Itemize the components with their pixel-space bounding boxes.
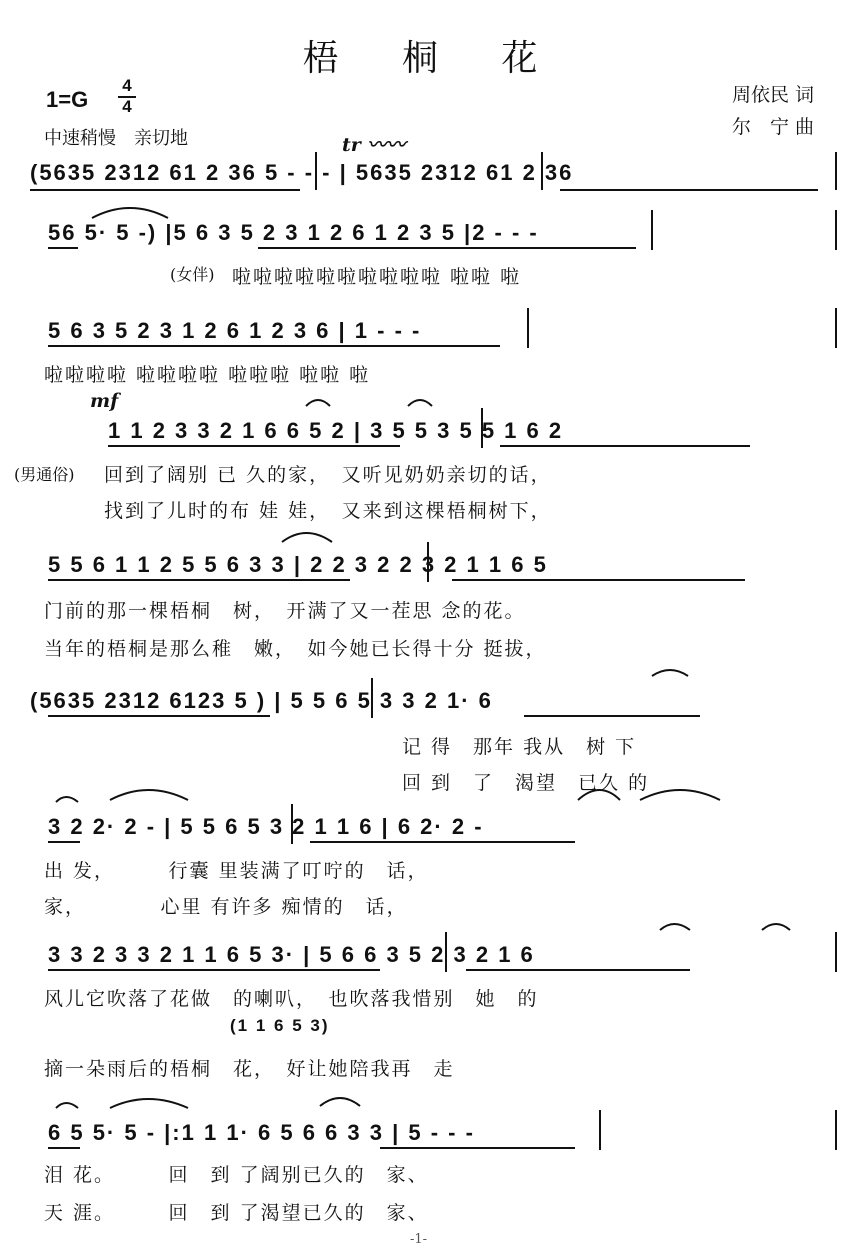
system-6-lyric-1: 记 得 那年 我从 树 下 (402, 736, 637, 758)
system-3-lyric: 啦啦啦啦 啦啦啦啦 啦啦啦 啦啦 啦 (44, 364, 371, 386)
system-9-lyric-1: 泪 花。 回 到 了阔别已久的 家、 (44, 1164, 429, 1186)
lyricist-credit: 周依民 词 (732, 84, 815, 106)
system-6-notes: (5635 2312 6123 5 ) | 5 5 6 5 3 3 2 1· 6 (30, 688, 493, 713)
system-9-notes: 6 5 5· 5 - |:1 1 1· 6 5 6 6 3 3 | 5 - - - (48, 1120, 475, 1145)
male-part-label: (男通俗) (14, 465, 75, 484)
system-5-lyric-1: 门前的那一棵梧桐 树， 开满了又一茬思 念的花。 (44, 600, 526, 622)
system-8-lyric-1: 风儿它吹落了花做 的喇叭， 也吹落我惜别 她 的 (44, 988, 539, 1010)
tempo-marking: 中速稍慢 亲切地 (44, 128, 188, 149)
song-title: 梧 桐 花 (302, 38, 564, 79)
system-6-lyric-2: 回 到 了 渴望 已久 的 (402, 772, 650, 794)
system-2-notes: 56 5· 5 -) |5 6 3 5 2 3 1 2 6 1 2 3 5 |2 - - - (48, 220, 539, 245)
system-7-lyric-2: 家， 心里 有许多 痴情的 话， (44, 896, 408, 918)
female-part-label: (女伴) (170, 265, 215, 284)
page-number: -1- (410, 1232, 428, 1247)
system-4-notes: 1 1 2 3 3 2 1 6 6 5 2 | 3 5 5 3 5 5 1 6 2 (108, 418, 564, 443)
system-4-lyric-2: 找到了儿时的布 娃 娃， 又来到这棵梧桐树下， (104, 500, 552, 522)
system-5-notes: 5 5 6 1 1 2 5 5 6 3 3 | 2 2 3 2 2 3 2 1 1 6 5 (48, 552, 548, 577)
time-signature-bottom: 4 (122, 97, 132, 116)
system-5-lyric-2: 当年的梧桐是那么稚 嫩， 如今她已长得十分 挺拔， (44, 638, 547, 660)
system-3-notes: 5 6 3 5 2 3 1 2 6 1 2 3 6 | 1 - - - (48, 318, 422, 343)
system-7-lyric-1: 出 发， 行囊 里装满了叮咛的 话， (44, 860, 429, 882)
key-signature: 1=G (46, 87, 89, 112)
system-8-alternate: (1 1 6 5 3) (230, 1016, 330, 1035)
system-4-lyric-1: 回到了阔别 已 久的家， 又听见奶奶亲切的话， (104, 464, 552, 486)
system-1-notes: (5635 2312 61 2 36 5 - - - | 5635 2312 61 2 36 (30, 160, 574, 185)
system-9-lyric-2: 天 涯。 回 到 了渴望已久的 家、 (44, 1202, 429, 1224)
dynamic-mf: mf (90, 390, 119, 412)
system-8-lyric-2: 摘一朵雨后的梧桐 花， 好让她陪我再 走 (44, 1058, 455, 1080)
time-signature-top: 4 (122, 76, 132, 95)
trill-mark: tr 〰〰 (342, 134, 406, 156)
system-2-lyric: 啦啦啦啦啦啦啦啦啦啦 啦啦 啦 (232, 266, 522, 288)
composer-credit: 尔 宁 曲 (732, 116, 815, 138)
trill-text: tr (342, 134, 361, 156)
system-8-notes: 3 3 2 3 3 2 1 1 6 5 3· | 5 6 6 3 5 2 3 2 1 6 (48, 942, 535, 967)
system-7-notes: 3 2 2· 2 - | 5 5 6 5 3 2 1 1 6 | 6 2· 2 - (48, 814, 484, 839)
